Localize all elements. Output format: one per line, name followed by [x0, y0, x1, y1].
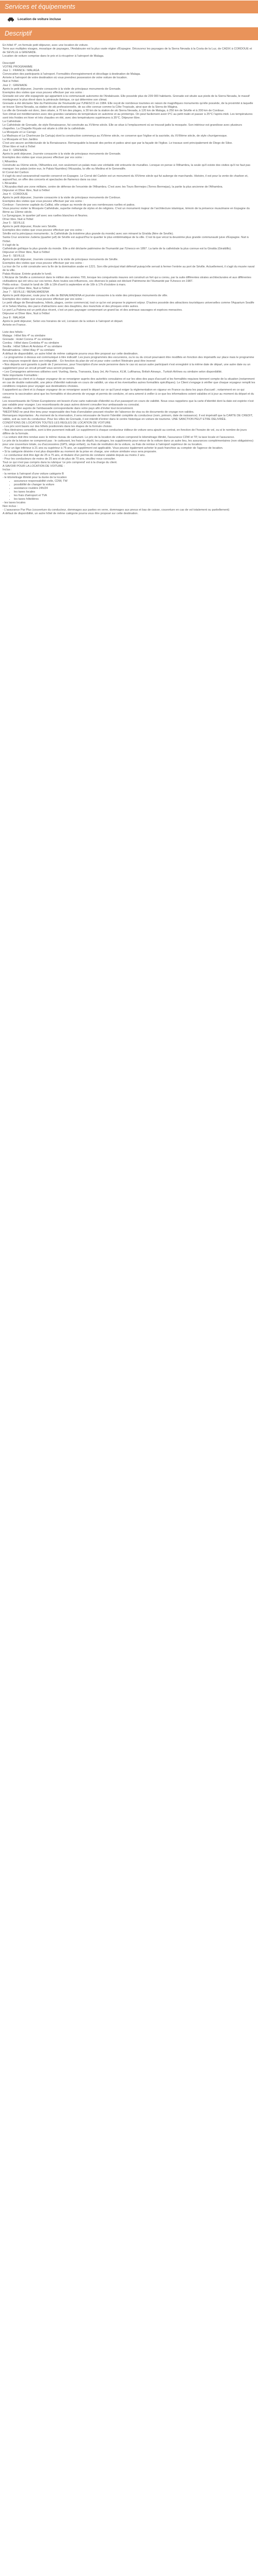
description-paragraph: Descriptif	[3, 62, 15, 65]
description-paragraph: Jour 5 : SEVILLE	[3, 222, 25, 225]
description-paragraph: L'Alcázar de Séville a commencé dans le million des années 700, lorsque les conquérants maures ont construit un fort qui a connu, par la suite différentes strates architecturales et aux différentes civilisations qui ont vécu sur ces terres. Avec toutes ses influences, ces diverses le palais est déclaré Patrimoine de l'Humanité par l'Unesco en 1987.	[3, 276, 252, 283]
description-paragraph: Exemples des visites que vous pouvez effectuer par vos soins :	[3, 200, 84, 204]
description-paragraph: L'Alcazaba était une zone militaire, centre de défense de l'enceinte de l'Alhambra. C'est avec les Tours Bermejes (Torres Bermejas), la partie la plus ancienne de l'Alhambra.	[3, 185, 223, 189]
description-paragraph: Le Cathédrale de Grenade, de style Renaissance, fut construite au XVIème siècle. Elle se situe à l'emplacement où se trouvait jadis la mosquée. Son intérieur est grandiose avec plusieurs chapelles. La Chapelle Royale est située à côté de la cathédrale.	[3, 124, 243, 131]
description-paragraph: VOTRE PROGRAMME	[3, 65, 33, 69]
description-paragraph: Dîner libre et nuit à l'hôtel	[3, 145, 36, 149]
description-paragraph: El Corral del Carbon	[3, 171, 29, 174]
included-list-item: • les frais d'aéroport et TVA	[14, 494, 255, 498]
description-paragraph: Remarques importantes : Au moment de la réservation, il sera nécessaire de fournir l'identité complète du conducteur (nom, prénom, date de naissance). Il est impératif que la CARTE DE CREDIT, valide, soit au nom du conducteur. Pour les villes de Grenade, il est interdit d'entrer dans le centre historique en voiture de tourisme. UNE SANCTION PEUT ETRE DELIVRÉE.	[3, 414, 254, 421]
description-paragraph: Sevilla : Hôtel Silken Al Andalus 4* ou similaire	[3, 345, 62, 348]
description-paragraph: Jour 7 : SEVILLE / BENALMADENA	[3, 291, 49, 294]
description-paragraph: Déjeuner et Dîner libre, Nuit à l'Hôtel	[3, 287, 50, 291]
description-paragraph: • Nos itinéraires conseillés, sont à titre purement indicatif. Le supplément à chaque conducteur éditeur de voiture sera ajouté au contrat, en fonction de l'horaire de vol, ou si le nombre de jours diffère de la formule.	[3, 428, 248, 436]
description-paragraph: Après le petit déjeuner, Journée consacrée à la visite de principaux monuments de Cordoue.	[3, 196, 121, 199]
description-paragraph: Palais Alcázar. Entrée gratuite le lundi.	[3, 272, 52, 276]
description-paragraph: Après le petit déjeuner, Route vers Séville.	[3, 225, 57, 229]
description-paragraph: La Synagogue, le quartier juif avec ses ruelles blanches et fleuries.	[3, 214, 88, 218]
description-paragraph: Arrivée en France.	[3, 323, 27, 327]
description-paragraph: - les taxes locales	[3, 501, 26, 504]
description-paragraph: Déjeuner et Dîner libre, Nuit à l'Hôtel	[3, 189, 50, 192]
description-paragraph: - le kilométrage illimité pour la durée de la location	[3, 476, 67, 479]
description-paragraph: Il appartient au client et à chaque voyageur de se renseigner avant le départ sur ce qu'il peut exiger la réglementation en vigueur en France ou dans les pays d'accueil ; notamment en ce qui concerne la vaccination ainsi que les formalités et documents de voyage et permis de conduire, et sera amené à veiller à ce que les informations soient valables et à jour au moment du départ et du retour.	[3, 388, 255, 399]
description-paragraph: - Pour un âge inférieur à 21 ans ou supérieur à 75 ans, un supplément est applicable. Vous pouvez également acheter le pack franchise au comptoir de l'agence de location.	[3, 447, 223, 450]
description-paragraph: - la remise à l'aéroport d'une voiture catégorie B	[3, 472, 64, 476]
description-paragraph: Après le petit déjeuner, route pour la ville de BENALMADENA et journée consacrée à la visite des principaux monuments de ville.	[3, 294, 168, 298]
description-paragraph: Cordoue : l'ancienne capitale du Califat, ville unique au monde de par ses nombreuses ruelles et patios.	[3, 204, 135, 207]
description-paragraph: Inclus :	[3, 468, 12, 472]
description-paragraph: Benalmadena : Hôtel Alay 4* ou similaire	[3, 348, 55, 352]
description-paragraph: • La voiture doit être rendue avec le même niveau de carburant. Le prix de la location de voiture comprend le kilométrage illimité, l'assurance CDW et TP, la taxe locale et l'assurance.	[3, 436, 235, 439]
description-paragraph: Il appartient au client et à chaque voyageur de se renseigner auprès des autorités consulaires et sur les sites des pays d'accueil si les formalités requises tiennent compte de la situation (notamment en cas de double nationalité, une pièce d'identité nationale en cours de validité, un visa et les éventuelles autres formalités spécifiques). Le Client s'engage à vérifier que chaque voyageur remplit les conditions requises pour voyager aux destinations choisies.	[3, 378, 256, 388]
description-paragraph: Jour 8 : MALAGA	[3, 316, 25, 319]
description-paragraph: Tout ce qui n'est pas compris dans la rubrique 'ce prix comprend' est à la charge du client.	[3, 461, 118, 465]
description-paragraph: Jour 4 : CORDOUE	[3, 192, 28, 196]
description-paragraph: Les ressortissants de l'Union Européenne ont besoin d'une carte nationale d'identité ou d'un passeport en cours de validité. Nous vous rappelons que la carte d'identité dont la date est expirée n'est pas valable pour voyager. Les ressortissants de pays autres doivent consulter leur ambassade ou consulat.	[3, 399, 255, 406]
description-paragraph: Construite au IXème siècle, l'Alhambra est, non seulement un palais mais une véritable cité entourée de murailles. Lorsque on pense à l'Alhambra, la seule qu'il existe des visites qu'il ne faut pas manquer: les palais (entre eux, le Palais Nazrides) l'Alcazaba, la ville ou Medina et le Generalife.	[3, 163, 251, 171]
description-paragraph: Veuillez vérifier auprès de l'ambassade correspondante dans votre pays afin d'éviter tout inconvénient.	[3, 406, 134, 410]
description-paragraph: Déjeuner et Dîner libre, Nuit à l'Hôtel	[3, 250, 50, 254]
description-paragraph: Le prix de la location ne comprend pas : le carburant, les frais de dépôt, les péages, les suppléments pour retour de la voiture dans un autre lieu, les assurances complémentaires (non obligatoires) pour une couverture totale, ou d'accessoires (GPS, siège enfant), ou frais de restitution de la voiture, ou frais de remise à l'aéroport supérieur de ou location.	[3, 439, 254, 447]
description-paragraph: Cathédrale gothique la plus grande du monde. Elle a été déclarée patrimoine de l'humanité par l'Unesco en 1897. La tarte de la cathédrale la plus connue est la Giralda (Giraldillo).	[3, 247, 232, 250]
description-paragraph: Le port La Paloma est un petit plus récent, c'est un parc paysager comprenant un grand lac et des animaux sauvages et espèces menacées.	[3, 309, 183, 312]
description-paragraph: Non inclus :	[3, 504, 18, 508]
description-paragraph: Il s'agit du seul caravansérail nasride conservé en Espagne. Le Corral del Carbón est un monument du XIVème siècle qui fut auberge de marchands. Histoire, il est pour la vente de charbon et, aujourd'hui, on offre des concerts et spectacles de flamenco dans sa cour.	[3, 174, 249, 181]
description-paragraph: Malaga : Hôtel Ibis 4* ou similaire	[3, 334, 46, 337]
description-paragraph: La ville de Grenade est donc, bien située, à 70 km des plages, à 30 km de la station de ski Sierra Nevada, à 120 km de Malaga, à 250 km de Séville et à 200 km de Cordoue.	[3, 109, 225, 112]
description-paragraph: La Mosquée et Le Carrajo	[3, 131, 36, 134]
description-paragraph: Nuit à l'hôtel.	[3, 80, 20, 83]
description-paragraph: *MEDITRAD ne peut être tenu pour responsable des frais d'annulation pouvant résulter de l'absence de visa ou de documents de voyage non valides.	[3, 410, 195, 414]
description-paragraph: Vous pourrez visiter la Mosquée Cathédrale, superbe mélange de styles et de religions. C'est un monument majeur de l'architecture islamique, témoin de la présence musulmane en Espagne du 8ème au 13ème siècle.	[3, 207, 251, 214]
description-paragraph: Arrivée à l'aéroport de votre destination où vous prendrez possession de votre voiture de location.	[3, 76, 128, 80]
description-paragraph: Grenade est une ville espagnole qui appartient à la communauté autonome de l'Andalousie. Elle possède plus de 239 000 habitants. Grenade est située aux pieds de la Sierra Nevada, le massif montagneux le plus élevé dans la péninsule ibérique, ce qui détermine son climat.	[3, 94, 251, 101]
description-paragraph	[3, 58, 255, 62]
description-paragraph: Exemples des visites que vous pouvez effectuer par vos soins :	[3, 91, 84, 94]
description-paragraph: Après le petit déjeuner, Journée consacrée à la visite de principaux monuments de Séville.	[3, 258, 119, 261]
description-paragraph: Liste des hôtels :	[3, 330, 24, 334]
description-paragraph: La Cathédrale	[3, 120, 21, 123]
description-paragraph: Après le petit déjeuner, Selon vos horaires de vol, Livraison de la voiture à l'aéroport et départ.	[3, 319, 123, 323]
description-paragraph: Grenade : Hotel Corona 4* ou similaire	[3, 337, 53, 341]
description-paragraph: • Les Compagnies aériennes utilisées sont: Vueling, Iberia, Transavia, Easy Jet, Air France, KLM, Lufthansa, British Airways , Turkish Airlines ou similaire selon disponibilité.	[3, 370, 222, 374]
description-paragraph: Il s'agit de la	[3, 243, 19, 247]
description-paragraph: Exemples des visites que vous pouvez effectuer par vos soins :	[3, 298, 84, 301]
description-paragraph: Note importante Formalités :	[3, 374, 39, 378]
description-paragraph: - Le conducteur doit être âgé de 25 à 75 ans, et titulaire d'un permis de conduire valable depuis au moins 2 ans.	[3, 454, 146, 457]
description-paragraph: Le petit village de Benalmadena, hôtels, plages, centre commercial, tout ce qu'on est propose le pigment séjour. D'autres possède des attractions touristiques universelles comme l'Aquarium Sealife et le Selwo Marina, des parcs d'attractions avec des dauphins, des manchots et des phoques entre autres.	[3, 301, 255, 309]
description-paragraph: L'Alcazaba	[3, 181, 17, 185]
description-paragraph: Séville est la principaux monuments ; la Cathédrale (la troisième plus grande du monde) avec son minaret la Giralda (fière de Seville).	[3, 232, 174, 236]
description-paragraph: - Les prix sont basés sur des hôtels positionnés dans les étapes de la formule choisie.	[3, 425, 112, 428]
description-paragraph: Dîner libre. Nuit à l'hôtel	[3, 218, 34, 222]
description-paragraph: Convocation des participants à l'aéroport. Formalités d'enregistrement et décollage à destination de Malaga.	[3, 73, 141, 76]
description-paragraph: En hôtel 4*, en formule petit déjeuner, avec une location de voiture.	[3, 44, 89, 47]
description-header: Descriptif	[0, 27, 258, 40]
included-list-item: • assurance responsabilité civile, CDW, TW	[14, 480, 255, 483]
description-paragraph: Grenade a été déclarée Site du Patrimoine de l'Humanité par l'UNESCO en 1984. Elle reçoit de nombreux touristes en raison de magnifiques monuments qu'elle possède, de la proximité à laquelle se trouve Sierra Nevada, sa station de ski professionnelle, de sa côte connue comme la Côte Tropicale, ainsi que de la Sierra de Mágina.	[3, 101, 254, 109]
description-paragraph: Après le petit déjeuner, Journée consacrée à la visite de principaux monuments de Grenade.	[3, 152, 121, 156]
description-paragraph: - Pour les conducteurs de moins de 25 ans et de plus de 70 ans, veuillez nous consulter.	[3, 457, 116, 461]
description-paragraph: • Si la catégorie désirée n'est plus disponible au moment de la prise en charge, une voiture similaire vous sera proposée.	[3, 450, 157, 454]
description-paragraph: Cordou : Hôtel dans Cordoba 4* ou similaire	[3, 341, 59, 345]
description-paragraph: CONDITIONS DE LOCATION TOUTES LES REGLES DE LOCATION DE VOITURE	[3, 421, 111, 425]
description-paragraph: • Nos départs sont garantis à partir de 2 personnes, pour l'inscription d'une seule personne dans le cas où aucun autre participant n'est enregistré à la même date de départ, une autre date ou un supplément pour un circuit privatif vous seront proposés.	[3, 363, 251, 370]
description-paragraph: Terre aux multiples visages, mosaïque de paysages, l'Andalousie est la plus vaste région d'Espagne. Découvrez les paysages de la Sierra Nevada à la Costa de la Luz, de CADIX à CORDOUE et de SEVILLE à GRENADE.	[3, 47, 253, 55]
services-header: Services et équipements	[0, 1, 258, 13]
description-paragraph: C'est une œuvre architecturale de la Renaissance. Remarquable la beauté des perles et patios ainsi que par la façade de l'église. Le travaux sont principalement de Diego de Siloe.	[3, 142, 233, 145]
description-paragraph: Santa Cruz ancienne Juderia (quartier juif) de Séville est aujourd'hui le quartier le plus emblématique de la ville. C'est là que vécut la deuxième plus grande communauté juive d'Espagne. Nuit à l'hôtel.	[3, 236, 250, 243]
description-paragraph: Déjeuner et Dîner libre, Nuit à l'Hôtel	[3, 312, 50, 316]
description-paragraph: - L'assurance Par Plus (couverture du conducteur, dommages aux parties en verre, dommages aux pneus et bas de caisse, couverture en cas de vol totalement ou partiellement)	[3, 509, 230, 512]
description-paragraph: A défaut de disponibilité, un autre hôtel de même catégorie pourra vous être proposé sur cette destination.	[3, 352, 139, 355]
description-paragraph: La Mosquée et Son Jardins	[3, 138, 38, 142]
description-paragraph: Jour 1 : FRANCE / MALAGA	[3, 69, 40, 73]
description-paragraph: La tour de l'or a été construite vers la fin de la domination arabe en 1221. Son rôle principal était défensif puisqu'elle servait à fermer l'entrée au port de Séville. Actuellement, il s'agit du musée naval de la ville.	[3, 265, 255, 272]
description-paragraph: A défaut de disponibilité, un autre hôtel de même catégorie pourra vous être proposé sur cette destination.	[3, 512, 139, 516]
included-list-item: • possibilité de changer la voiture	[14, 483, 255, 487]
service-label: Location de voiture incluse	[18, 18, 61, 21]
description-paragraph: Exemples des visites que vous pouvez effectuer par vos soins :	[3, 229, 84, 232]
description-paragraph: Jour 3 : GRENADE	[3, 149, 27, 152]
description-paragraph: Son climat est méditerranéen avec des grandes variations de température en automne et au printemps. On peut facilement avoir 0°C au petit matin et passer à 25°C l'après-midi. Les températures sont très froides en hiver et très chaudes en été, avec des températures supérieures à 35°C. Déjeuner libre.	[3, 112, 253, 120]
car-icon	[7, 17, 14, 22]
description-paragraph: Jour 6 : SEVILLE	[3, 254, 25, 258]
description-paragraph: Jour 2 : GRENADE	[3, 83, 27, 87]
description-paragraph: - Le programme ci-dessus est communiqué à titre indicatif. Les jours programmés des excursions, ou le ou du circuit pourraient être modifiés en fonction des impératifs sur place mais le programme sera toujours respecté dans son intégralité. - En fonction du plan de vol et pour votre confort l'itinéraire peut être inversé	[3, 356, 255, 363]
included-list-item: • assistance routière 24h/24	[14, 487, 255, 490]
description-paragraph: Petits extras : Gratuit le lundi de 18h à 19h d'avril à septembre et de 16h à 17h d'octobre à mars.	[3, 283, 126, 287]
service-item-car-rental	[7, 17, 61, 22]
description-paragraph: Exemples des visites que vous pouvez effectuer par vos soins :	[3, 156, 84, 160]
included-list-item: • les taxes hôtelières	[14, 498, 255, 501]
description-paragraph: Exemples des visites que vous pouvez effectuer par vos soins :	[3, 261, 84, 265]
description-paragraph	[3, 327, 255, 331]
description-paragraph: La Madraza et La Chartreuse (la Cartuja) dont la construction commença au XVIème siècle, ne conserve que l'église et la sacristie, du XVIIIème siècle, de style churrigeresque.	[3, 134, 228, 138]
description-paragraph: Location de voiture comprise dans le prix et à récupérer à l'aéroport de Malaga.	[3, 55, 104, 58]
description-paragraph: L'Alhambra	[3, 160, 18, 163]
description-paragraph: A SAVOIR POUR LA LOCATION DE VOITURE :	[3, 465, 65, 468]
description-body	[3, 44, 255, 516]
included-list	[3, 480, 255, 501]
included-list-item: • les taxes locales	[14, 490, 255, 494]
description-paragraph: Après le petit déjeuner, Journée consacrée à la visite de principaux monuments de Grenade.	[3, 87, 121, 91]
